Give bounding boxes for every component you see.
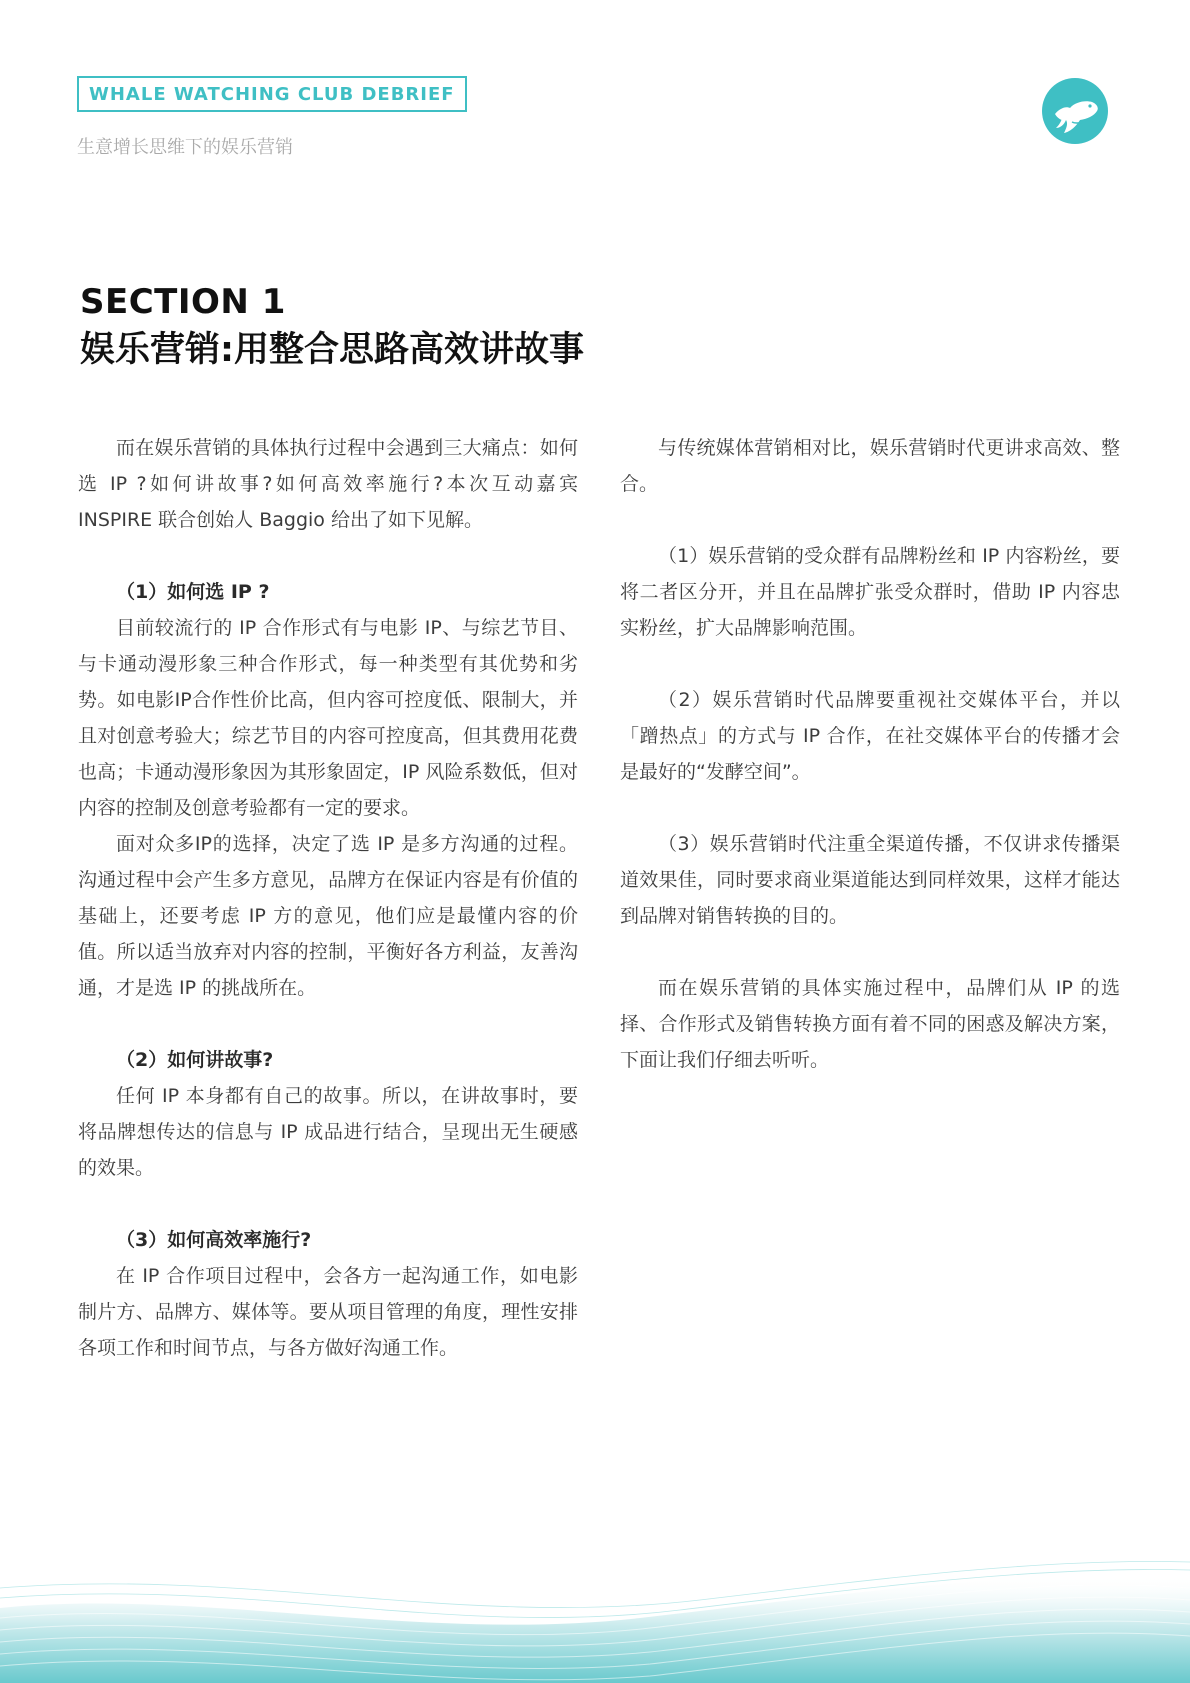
subheading-execution: （3）如何高效率施行? [116,1229,312,1251]
paragraph-ip-forms: 目前较流行的 IP 合作形式有与电影 IP、与综艺节目、与卡通动漫形象三种合作形式，每一种类型有其优势和劣势。如电影IP合作性价比高，但内容可控度低、限制大，并且对创意考验大；综艺节目的内容可控度高，但其费用花费也高；卡通动漫形象因为其形象固定，IP 风险系数低，但对内容的控制及创意考验都有一定的要求。 [78,617,578,819]
section-label: SECTION 1 [80,282,286,322]
whale-logo-icon [1042,78,1108,144]
header-subtitle: 生意增长思维下的娱乐营销 [77,137,293,158]
wave-decoration [0,1548,1190,1683]
header-tag: WHALE WATCHING CLUB DEBRIEF [77,76,467,112]
subheading-choose-ip: （1）如何选 IP ? [116,581,270,603]
paragraph-point-3: （3）娱乐营销时代注重全渠道传播，不仅讲求传播渠道效果佳，同时要求商业渠道能达到同样效果，这样才能达到品牌对销售转换的目的。 [620,833,1120,927]
intro-paragraph: 而在娱乐营销的具体执行过程中会遇到三大痛点：如何选 IP ?如何讲故事?如何高效率施行?本次互动嘉宾 INSPIRE 联合创始人 Baggio 给出了如下见解。 [78,437,578,531]
left-column [78,430,578,1366]
section-title: 娱乐营销:用整合思路高效讲故事 [80,330,584,370]
paragraph-storytelling: 任何 IP 本身都有自己的故事。所以，在讲故事时，要将品牌想传达的信息与 IP 成品进行结合，呈现出无生硬感的效果。 [78,1085,578,1179]
paragraph-comparison: 与传统媒体营销相对比，娱乐营销时代更讲求高效、整合。 [620,437,1120,495]
paragraph-ip-choice: 面对众多IP的选择，决定了选 IP 是多方沟通的过程。沟通过程中会产生多方意见，品牌方在保证内容是有价值的基础上，还要考虑 IP 方的意见，他们应是最懂内容的价值。所以适当放弃对内容的控制，平衡好各方利益，友善沟通，才是选 IP 的挑战所在。 [78,833,578,999]
paragraph-point-1: （1）娱乐营销的受众群有品牌粉丝和 IP 内容粉丝，要将二者区分开，并且在品牌扩张受众群时，借助 IP 内容忠实粉丝，扩大品牌影响范围。 [620,545,1120,639]
paragraph-point-2: （2）娱乐营销时代品牌要重视社交媒体平台，并以「蹭热点」的方式与 IP 合作，在社交媒体平台的传播才会是最好的“发酵空间”。 [620,689,1120,783]
right-column [620,430,1120,1078]
subheading-storytelling: （2）如何讲故事? [116,1049,274,1071]
paragraph-execution: 在 IP 合作项目过程中，会各方一起沟通工作，如电影制片方、品牌方、媒体等。要从项目管理的角度，理性安排各项工作和时间节点，与各方做好沟通工作。 [78,1265,578,1359]
paragraph-conclusion: 而在娱乐营销的具体实施过程中，品牌们从 IP 的选择、合作形式及销售转换方面有着不同的困惑及解决方案，下面让我们仔细去听听。 [620,977,1120,1071]
